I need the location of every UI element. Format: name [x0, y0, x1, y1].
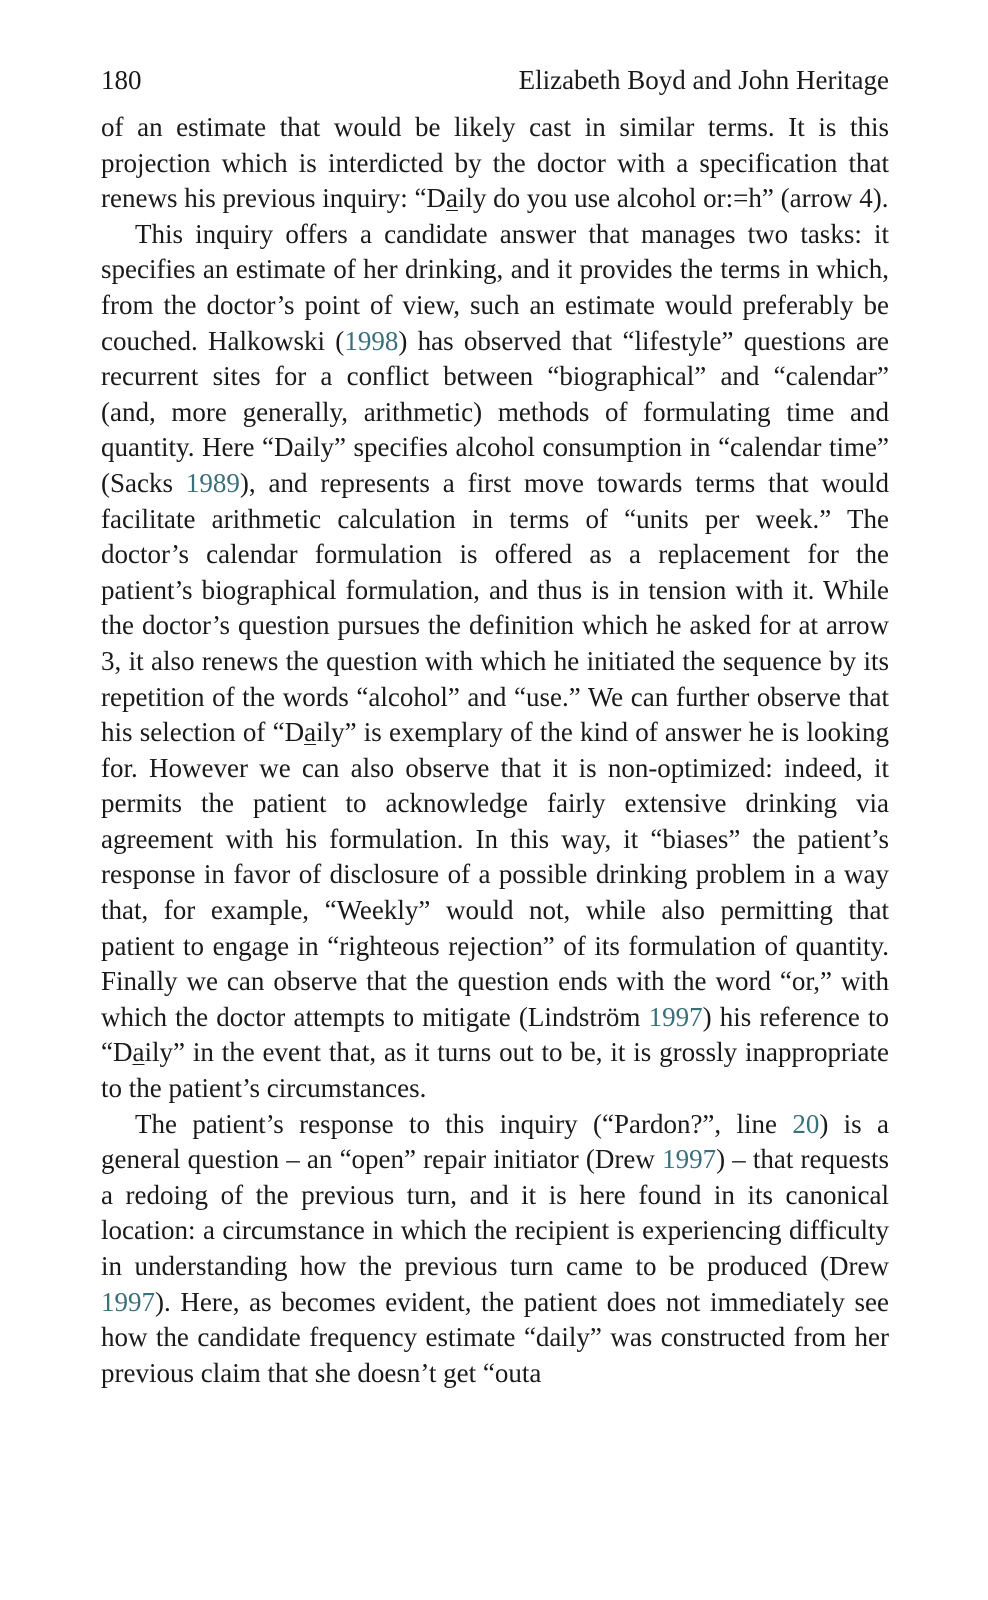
text-run: ily” in the event that, as it turns out to be, it is grossly inappropriate to the patient’s circumstances. [101, 1037, 889, 1104]
citation-year-link[interactable]: 20 [792, 1108, 820, 1139]
running-head [101, 62, 889, 110]
running-head-authors: Elizabeth Boyd and John Heritage [518, 65, 889, 95]
text-run: ). Here, as becomes evident, the patient does not immediately see how the candidate frequency estimate “daily” was constructed from her previous claim that she doesn’t get “outa [101, 1286, 889, 1388]
underlined-emphasis: a [445, 183, 458, 214]
paragraph [101, 110, 889, 217]
underlined-emphasis: a [132, 1037, 145, 1068]
book-page [101, 62, 889, 1391]
text-run: ily do you use alcohol or:=h” (arrow 4). [457, 183, 889, 214]
text-run: ) has observed that “lifestyle” questions are recurrent sites for a conflict between “biographical” and “calendar” (and, more generally, arithmetic) methods of formulating time and quantity. Here “Daily” specifies alcohol consumption in “calendar time” (Sacks [101, 325, 889, 498]
citation-year-link[interactable]: 1997 [101, 1286, 155, 1317]
page-number: 180 [101, 65, 142, 95]
citation-year-link[interactable]: 1998 [344, 325, 399, 356]
underlined-emphasis: a [304, 717, 317, 748]
text-run: The patient’s response to this inquiry (“Pardon?”, line [135, 1108, 793, 1139]
text-run: ) his reference to “D [101, 1001, 889, 1068]
citation-year-link[interactable]: 1997 [648, 1001, 703, 1032]
text-run: ) is a general question – an “open” repair initiator (Drew [101, 1108, 890, 1175]
text-run: This inquiry offers a candidate answer that manages two tasks: it specifies an estimate of her drinking, and it provides the terms in which, from the doctor’s point of view, such an estimate would preferably be couched. Halkowski ( [101, 218, 889, 356]
citation-year-link[interactable]: 1997 [662, 1144, 717, 1175]
text-run: of an estimate that would be likely cast in similar terms. It is this projection which is interdicted by the doctor with a specification that renews his previous inquiry: “D [101, 112, 889, 214]
paragraph [101, 1107, 889, 1392]
body-text [101, 110, 889, 1391]
paragraph [101, 217, 889, 1107]
text-run: ) – that requests a redoing of the previous turn, and it is here found in its canonical location: a circumstance in which the recipient is experiencing difficulty in understanding how the previous turn came to be produced (Drew [101, 1144, 889, 1281]
text-run: ), and represents a first move towards terms that would facilitate arithmetic calculation in terms of “units per week.” The doctor’s calendar formulation is offered as a replacement for the patient’s biographical formulation, and thus is in tension with it. While the doctor’s question pursues the definition which he asked for at arrow 3, it also renews the question with which he initiated the sequence by its repetition of the words “alcohol” and “use.” We can further observe that his selection of “D [101, 467, 889, 748]
citation-year-link[interactable]: 1989 [185, 467, 240, 498]
text-run: ily” is exemplary of the kind of answer he is looking for. However we can also observe that it is non-optimized: indeed, it permits the patient to acknowledge fairly extensive drinking via agreement with his formulation. In this way, it “biases” the patient’s response in favor of disclosure of a possible drinking problem in a way that, for example, “Weekly” would not, while also permitting that patient to engage in “righteous rejection” of its formulation of quantity. Finally we can observe that the question ends with the word “or,” with which the doctor attempts to mitigate (Lindström [101, 717, 890, 1032]
